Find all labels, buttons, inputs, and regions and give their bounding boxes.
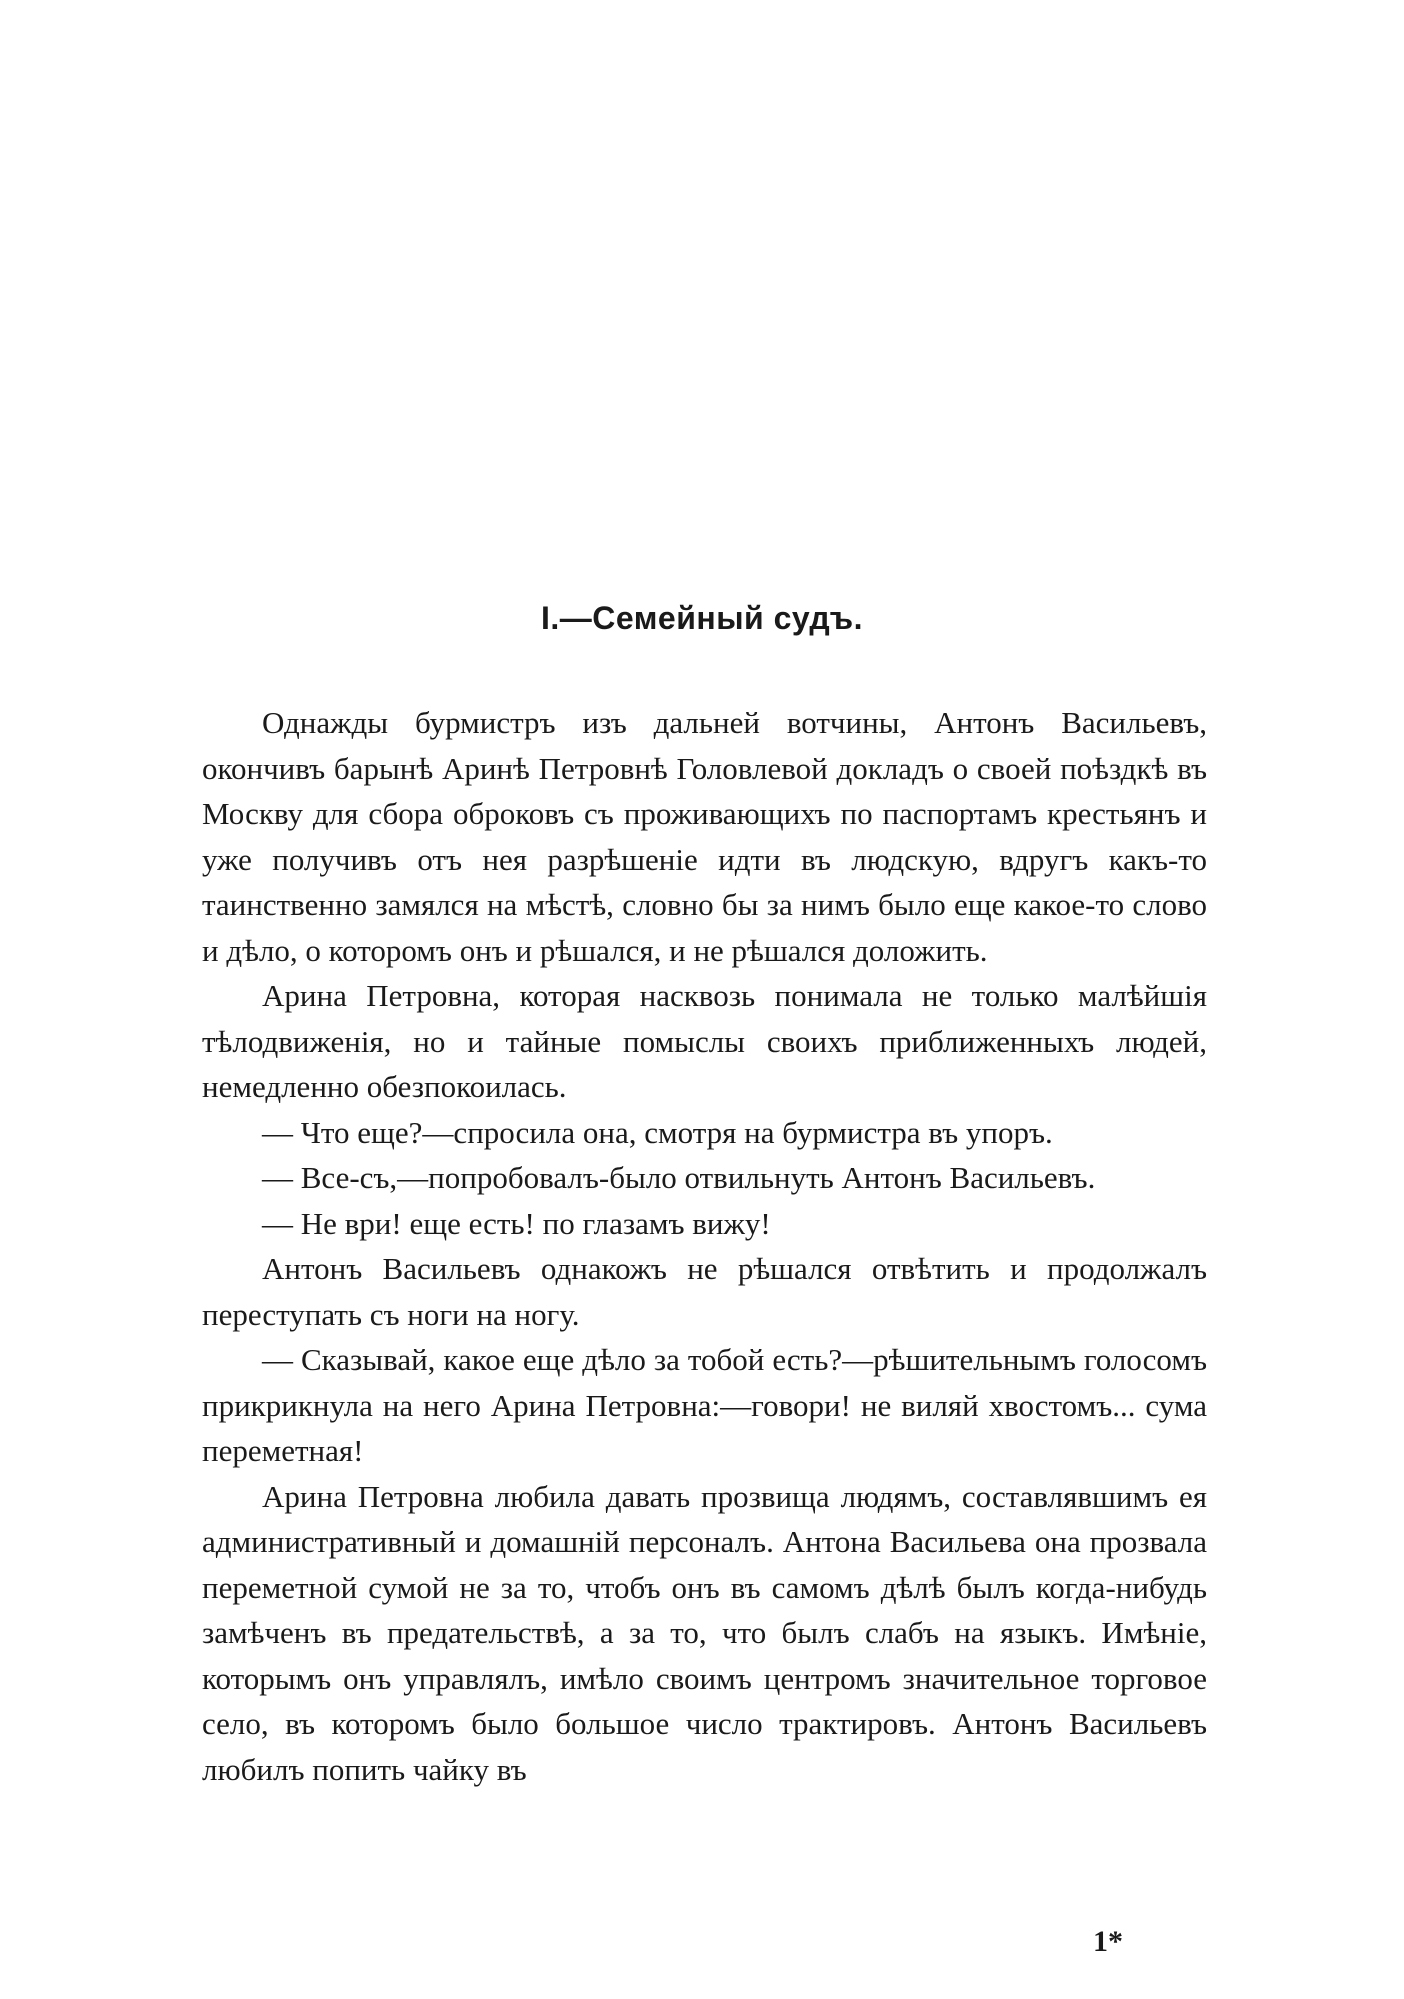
dialogue-line: — Сказывай, какое еще дѣло за тобой есть?—рѣшительнымъ голосомъ прикрикнула на него Арина Петровна:—говори! не виляй хвостомъ... сума переметная! bbox=[202, 1342, 1207, 1468]
dialogue-line: — Что еще?—спросила она, смотря на бурмистра въ упоръ. bbox=[262, 1114, 1053, 1150]
paragraph: Однажды бурмистръ изъ дальней вотчины, Антонъ Васильевъ, окончивъ барынѣ Аринѣ Петровнѣ Головлевой докладъ о своей поѣздкѣ въ Москву для сбора оброковъ съ проживающихъ по паспортамъ крестьянъ и уже получивъ отъ нея разрѣшеніе идти въ людскую, вдругъ какъ-то таинственно замялся на мѣстѣ, словно бы за нимъ было еще какое-то слово и дѣло, о которомъ онъ и рѣшался, и не рѣшался доложить. bbox=[202, 705, 1207, 968]
dialogue-line: — Не ври! еще есть! по глазамъ вижу! bbox=[262, 1205, 771, 1241]
printer-signature-mark: 1* bbox=[1093, 1925, 1123, 1958]
dialogue-line: — Все-съ,—попробовалъ-было отвильнуть Антонъ Васильевъ. bbox=[262, 1160, 1096, 1195]
paragraph: Антонъ Васильевъ однакожъ не рѣшался отвѣтить и продолжалъ переступать съ ноги на ногу. bbox=[202, 1251, 1207, 1332]
chapter-title: I.—Семейный судъ. bbox=[540, 600, 864, 636]
paragraph: Арина Петровна, которая насквозь понимала не только малѣйшія тѣлодвиженія, но и тайные помыслы своихъ приближенныхъ людей, немедленно обезпокоилась. bbox=[202, 978, 1207, 1104]
paragraph: Арина Петровна любила давать прозвища людямъ, составлявшимъ ея административный и домашній персоналъ. Антона Васильева она прозвала переметной сумой не за то, чтобъ онъ въ самомъ дѣлѣ былъ когда-нибудь замѣченъ въ предательствѣ, а за то, что былъ слабъ на языкъ. Имѣніе, которымъ онъ управлялъ, имѣло своимъ центромъ значительное торговое село, въ которомъ было большое число трактировъ. Антонъ Васильевъ любилъ попить чайку въ bbox=[202, 1478, 1207, 1787]
chapter-body bbox=[202, 700, 1207, 1792]
